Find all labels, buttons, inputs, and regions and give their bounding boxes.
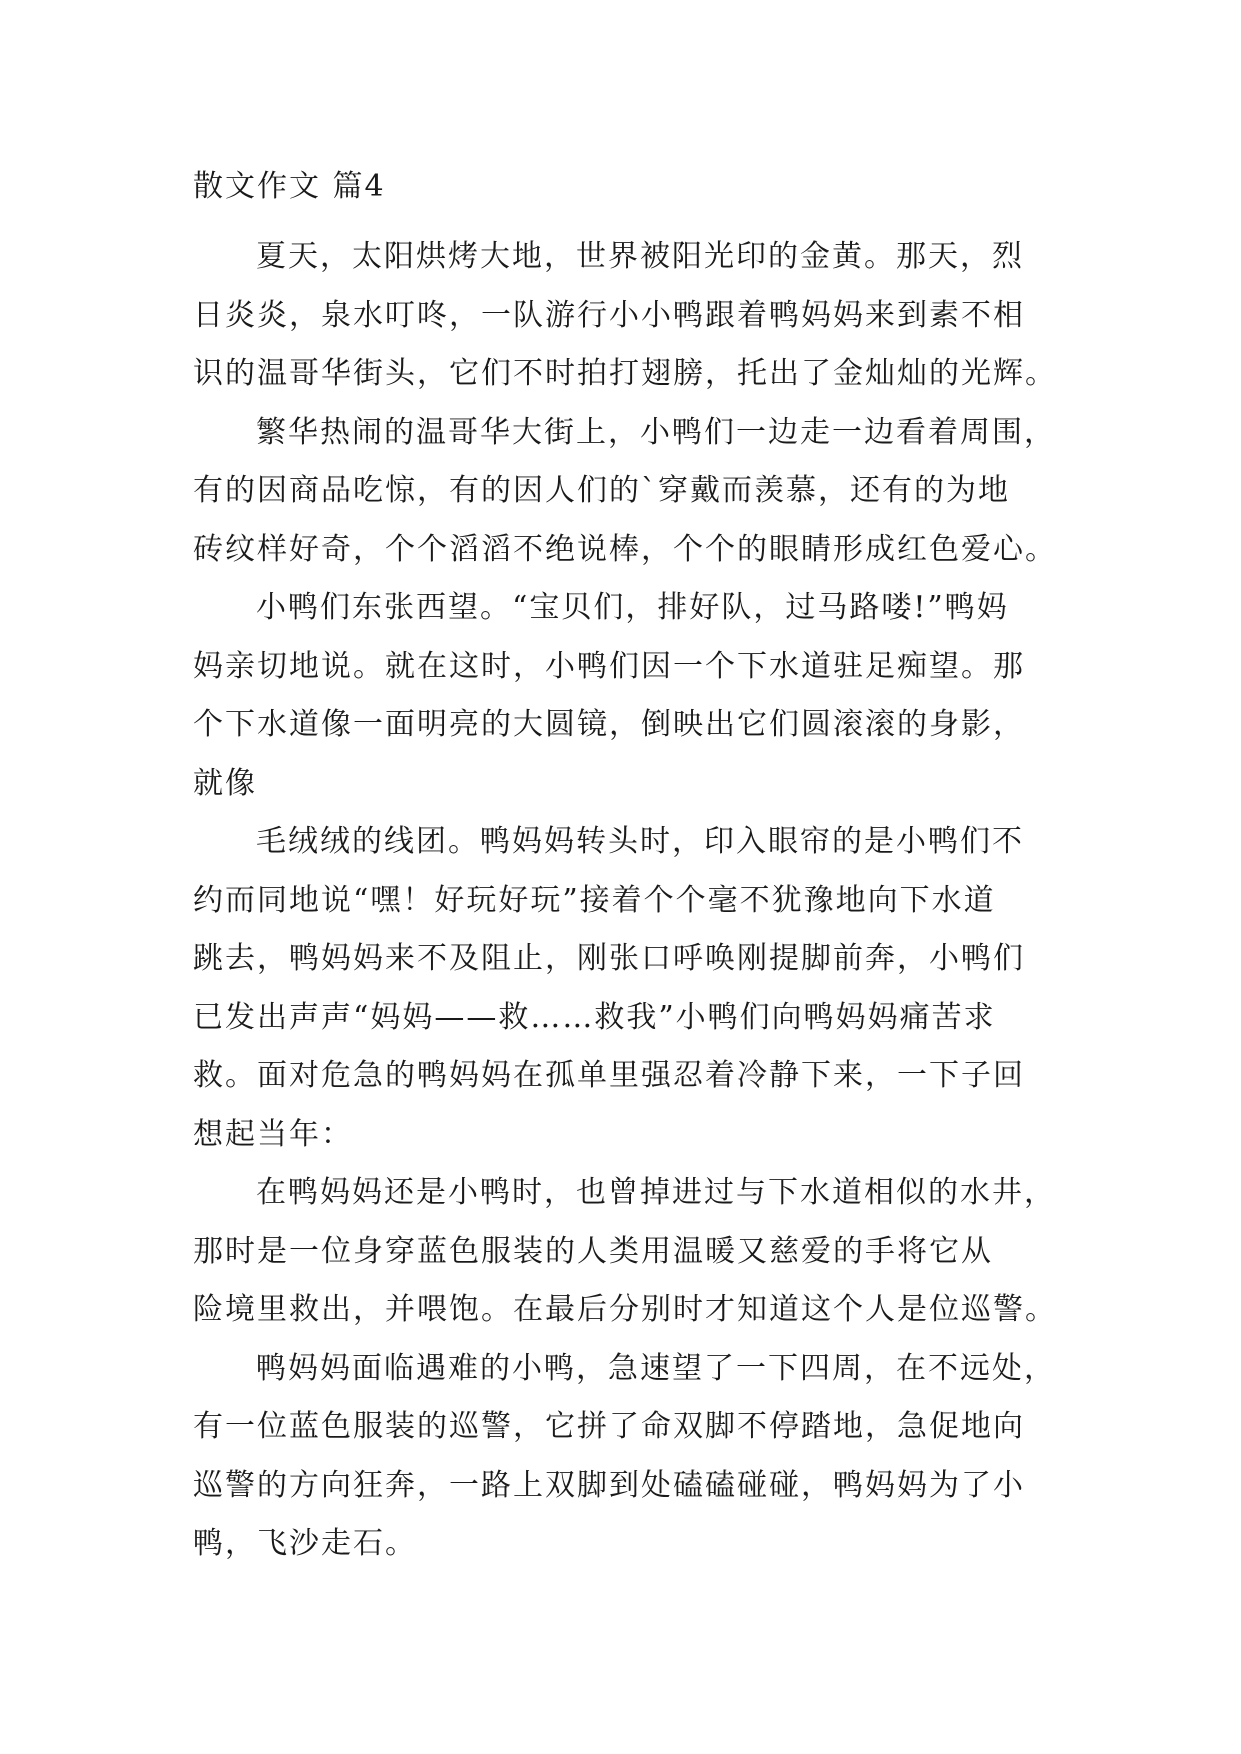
text-line: 有一位蓝色服装的巡警，它拼了命双脚不停踏地，急促地向	[193, 1409, 1025, 1444]
text-line: 有的因商品吃惊，有的因人们的`穿戴而羡慕，还有的为地	[193, 473, 1010, 508]
text-line: 跳去，鸭妈妈来不及阻止，刚张口呼唤刚提脚前奔，小鸭们	[193, 941, 1025, 976]
text-line: 约而同地说“嘿！好玩好玩”接着个个毫不犹豫地向下水道	[193, 882, 996, 918]
text-line: 妈亲切地说。就在这时，小鸭们因一个下水道驻足痴望。那	[193, 648, 1025, 684]
text-line: 夏天，太阳烘烤大地，世界被阳光印的金黄。那天，烈	[256, 239, 1024, 274]
paragraph-5	[193, 1164, 1057, 1340]
text-line: 识的温哥华街头，它们不时拍打翅膀，托出了金灿灿的光辉。	[193, 356, 1057, 391]
document-body	[193, 160, 1057, 1574]
text-line: 险境里救出，并喂饱。在最后分别时才知道这个人是位巡警。	[193, 1292, 1057, 1327]
document-title: 散文作文 篇4	[193, 169, 386, 204]
text-line: 个下水道像一面明亮的大圆镜，倒映出它们圆滚滚的身影，	[193, 707, 1025, 742]
paragraph-1	[193, 228, 1057, 404]
paragraph-3	[193, 579, 1053, 813]
text-line: 小鸭们东张西望。“宝贝们，排好队，过马路喽!”鸭妈	[256, 590, 1009, 625]
text-line: 救。面对危急的鸭妈妈在孤单里强忍着冷静下来，一下子回	[193, 1058, 1025, 1093]
text-line: 已发出声声“妈妈——救……救我”小鸭们向鸭妈妈痛苦求	[193, 999, 996, 1035]
text-line: 砖纹样好奇，个个滔滔不绝说棒，个个的眼睛形成红色爱心。	[193, 531, 1057, 567]
paragraph-6	[193, 1340, 1056, 1574]
text-line: 巡警的方向狂奔，一路上双脚到处磕磕碰碰，鸭妈妈为了小	[193, 1467, 1025, 1503]
text-line: 日炎炎，泉水叮咚，一队游行小小鸭跟着鸭妈妈来到素不相	[193, 297, 1025, 333]
paragraph-4	[193, 813, 1053, 1164]
text-line: 想起当年：	[193, 1116, 353, 1152]
text-line: 那时是一位身穿蓝色服装的人类用温暖又慈爱的手将它从	[193, 1233, 993, 1269]
paragraph-2	[193, 404, 1057, 580]
text-line: 毛绒绒的线团。鸭妈妈转头时，印入眼帘的是小鸭们不	[256, 824, 1024, 859]
text-line: 繁华热闹的温哥华大街上，小鸭们一边走一边看着周围，	[256, 414, 1056, 450]
text-line: 鸭，飞沙走石。	[193, 1526, 417, 1561]
text-line: 在鸭妈妈还是小鸭时，也曾掉进过与下水道相似的水井，	[256, 1175, 1056, 1210]
text-line: 就像	[193, 765, 257, 801]
text-line: 鸭妈妈面临遇难的小鸭，急速望了一下四周，在不远处，	[256, 1350, 1056, 1386]
